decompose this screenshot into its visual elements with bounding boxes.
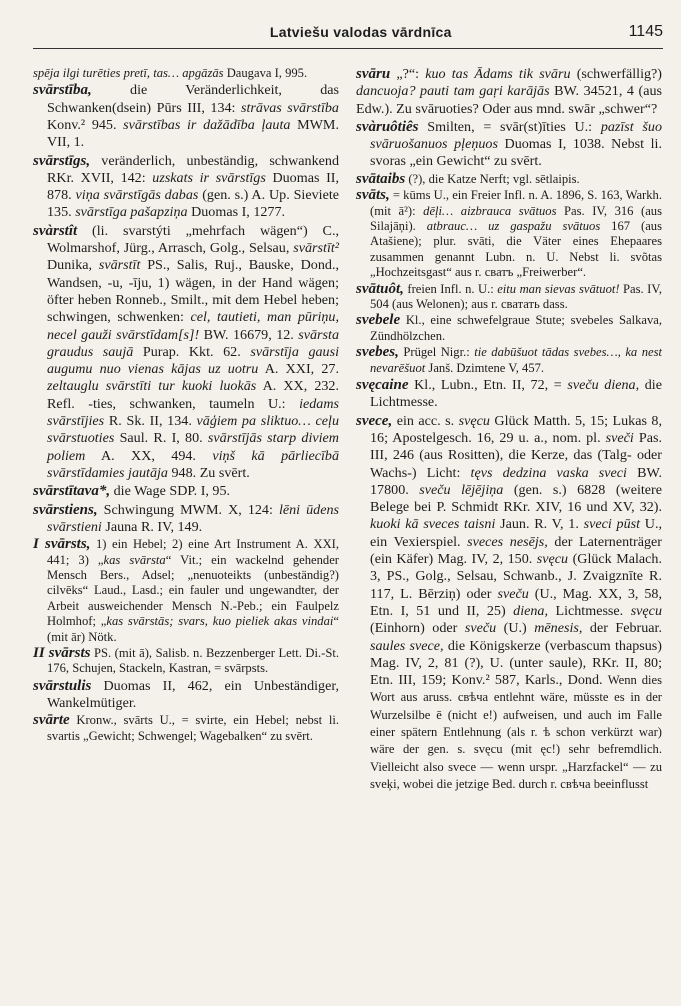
- entry-text: Purap. Kkt. 62.: [133, 343, 251, 360]
- dictionary-entry: [33, 66, 339, 81]
- entry-text: 948. Zu svērt.: [167, 464, 250, 481]
- example-text: kuo tas Ādams tik svāru: [425, 66, 571, 82]
- example-text: sveces nesējs,: [467, 533, 548, 550]
- dictionary-entry: [356, 282, 662, 313]
- entry-text: 1) ein Hebel; 2) eine Art Instrument A. XXI, 441; 3) „: [47, 537, 340, 567]
- example-text: lēni ūdens svārstieni: [47, 501, 339, 535]
- example-text: svārstīt: [98, 257, 141, 274]
- example-text: pazīst šuo svāruošanuos pļeņuos: [370, 118, 663, 153]
- entry-text: der Laternenträger (ein Käfer) Mag. IV, 2, 150.: [370, 533, 662, 568]
- example-text: sveču lējējiņa: [419, 481, 504, 498]
- entry-text: Dunika,: [47, 257, 99, 274]
- example-text: kuoki kā sveces taisni: [370, 516, 496, 533]
- entry-text: ein acc. s.: [392, 412, 459, 429]
- entry-text: U., ein Vexierspiel.: [370, 516, 663, 550]
- dictionary-entry: [33, 82, 339, 151]
- headword: svàruôtiês: [356, 118, 419, 135]
- example-text: sveču: [464, 620, 497, 637]
- entry-text: Prügel Nigr.:: [398, 345, 475, 360]
- example-text: tęvs dedzina vaska sveci: [470, 464, 627, 481]
- entry-text: Jaun. R. V, 1.: [495, 516, 584, 533]
- example-text: vāģiem pa sliktuo… ceļu svārstuoties: [47, 413, 339, 447]
- example-text: sveci pūst: [583, 516, 641, 533]
- example-text: zeltauglu svārstīti tur kuoki luokās: [47, 378, 257, 395]
- example-text: svārstīja gausi augumu nuo vienas kājas uz uotru: [47, 343, 339, 378]
- example-text: spēja ilgi turēties pretī, tas… apgāzās: [33, 66, 224, 80]
- entry-text: Duomas I, 1038. Nebst li. svoras „ein Gewicht“ zu svērt.: [370, 136, 662, 170]
- entry-text: PS., Salis, Ruj., Bauske, Dond., Wandsen, -u, -īju, 1) wägen, in der Hand wägen; öfter heben Ronneb., Smilt., mit dem Hebel heben; schwingen, schwenken:: [47, 257, 339, 326]
- entry-text: Smilten, = svār(st)īties U.:: [418, 118, 601, 135]
- entry-text: (gen. s.) 6828 (weitere Belege bei P. Schmidt RKr. XIV, 16 und XV, 32).: [370, 481, 662, 516]
- example-text: svęcu: [536, 551, 569, 568]
- entry-text: Pas. IV, 316 (aus Silajāņi).: [370, 203, 662, 233]
- example-text: dēļi… aizbrauca svātuos: [423, 203, 557, 218]
- dictionary-entry: [33, 537, 339, 645]
- dictionary-entry: [356, 413, 662, 794]
- entry-text: MWM. VII, 1.: [47, 117, 339, 151]
- entry-text: (li. svarstýti „mehrfach wägen“) C., Wolmarshof, Jürg., Arrasch, Golg., Selsau,: [47, 222, 339, 257]
- example-text: viņš kā pārliecībā svārstīdamies jautāja: [47, 447, 340, 481]
- example-text: kas svārsta: [103, 552, 166, 567]
- example-text: svārstījās starp diviem poliem: [47, 430, 339, 464]
- dictionary-entry: [33, 502, 339, 537]
- example-text: kas svārstās; svars, kuo pieliek akas vindai: [106, 614, 334, 629]
- dictionary-entry: [33, 646, 339, 677]
- entry-text: Kl., eine schwefelgraue Stute; svebeles Salkava, Zündhölzchen.: [370, 313, 662, 343]
- headword: II svārsts: [33, 644, 91, 661]
- headword: svārstiens,: [33, 501, 98, 518]
- example-text: saules svece,: [370, 637, 444, 654]
- headword: svārstīgs,: [33, 152, 91, 169]
- entry-text: Jauna R. IV, 149.: [101, 518, 203, 535]
- page-number: 1145: [628, 23, 663, 40]
- entry-text: Konv.² 945.: [47, 117, 124, 133]
- left-column: [33, 66, 339, 745]
- example-text: sveči: [605, 429, 634, 446]
- entry-text: Duomas I, 1277.: [187, 204, 286, 221]
- entry-text: freien Infl. n. U.:: [403, 281, 498, 296]
- dictionary-entry: [33, 223, 339, 482]
- entry-text: Wenn dies Wort aus aruss. свѣча entlehnt wäre, müsste es in der Wurzelsilbe ē (nicht e!) aufweisen, und auch im Falle einer spätern Entlehnung (als r. ѣ schon verkürzt war) wäre der gen. s. svęcu (mit ęc!) sehr befremdlich. Vielleicht also svece — wenn urspr. „Harzfackel“ — zu sveķi, wobei die jetzige Bed. durch r. свѣча beeinflusst: [370, 673, 662, 791]
- dictionary-entry: [356, 377, 662, 412]
- headword: svātuôt,: [356, 280, 404, 297]
- right-column: [356, 66, 662, 794]
- entry-text: Duomas II, 462, ein Unbeständiger, Wankelmütiger.: [47, 677, 339, 712]
- entry-text: Kronw., svārts U., = svirte, ein Hebel; nebst li. svartis „Gewicht; Schwengel; Wagebalken“ zu svērt.: [47, 713, 339, 743]
- headword: svāru: [356, 66, 391, 82]
- example-text: svārstīt²: [293, 240, 339, 257]
- headword: svārstība,: [33, 82, 92, 99]
- entry-text: veränderlich, unbeständig, schwankend RKr. XVII, 142:: [47, 152, 339, 186]
- entry-text: (U.): [496, 620, 535, 637]
- entry-text: (?), die Katze Nerft; vgl. sētlaipis.: [405, 171, 580, 186]
- dictionary-entry: [33, 153, 339, 222]
- example-text: svārstības ir dažādība ļauta: [123, 117, 291, 133]
- example-text: dancuoja? pauti tam gaŗi karājās: [356, 83, 550, 100]
- example-text: mēnesis,: [534, 620, 583, 637]
- entry-text: 167 (aus Atašiene); plur. svāti, die Väter eines Ehepaares zusammen genannt Lubn. n. U. Nebst li. svõtas „Hochzeitsgast“ aus r. сватъ „Freiwerber“.: [370, 219, 662, 280]
- dictionary-entry: [356, 313, 662, 344]
- headword: svāts,: [356, 187, 390, 204]
- entry-text: Lichtmesse.: [548, 602, 631, 619]
- entry-text: „?“:: [390, 66, 426, 82]
- headword: svārstītava*,: [33, 483, 111, 500]
- running-title: Latviešu valodas vārdnīca: [269, 24, 452, 40]
- headword: svàrstît: [33, 222, 78, 239]
- entry-text: A. XX, 494.: [85, 447, 213, 464]
- entry-text: (Glück Malach. 3, PS., Golg., Selsau, Schwanb., J. Zvaigznīte R. 117, L. Bērziņ) oder: [370, 551, 662, 602]
- entry-text: BW. 17800.: [370, 464, 662, 498]
- example-text: svārstīga pašapziņa: [75, 204, 188, 221]
- entry-text: PS. (mit ā), Salisb. n. Bezzenberger Lett. Di.-St. 176, Schujen, Stackeln, Kastran, = svārpsts.: [47, 645, 339, 676]
- entry-text: die Veränderlichkeit, das Schwanken(dsein) Pūrs III, 134:: [47, 82, 339, 116]
- dictionary-entry: [33, 483, 339, 500]
- example-text: eitu man sievas svātuot!: [497, 281, 620, 296]
- headword: svārstulis: [33, 677, 92, 694]
- entry-text: die Lichtmesse.: [370, 377, 662, 411]
- example-text: iedams svārstījies: [47, 395, 339, 430]
- example-text: viņa svārstīgās dabas: [75, 187, 199, 204]
- entry-text: Daugava I, 995.: [223, 66, 308, 80]
- entry-text: Glück Matth. 5, 15; Lukas 8, 16; Apostelgesch. 16, 29 u. a., nom. pl.: [370, 412, 662, 446]
- example-text: cel, tautieti, man pūriņu, necel gauži svārstīdam[s]!: [47, 309, 339, 343]
- entry-text: Kl., Lubn., Etn. II, 72, =: [408, 377, 568, 394]
- headword: I svārsts,: [33, 536, 91, 553]
- entry-text: Duomas II, 878.: [47, 169, 339, 204]
- entry-text: (U., Mag. XX, 3, 58, Etn. I, 51 und II, 25): [370, 585, 663, 619]
- headword: svārte: [33, 712, 70, 729]
- entry-text: = kūms U., ein Freier Infl. n. A. 1896, S. 163, Warkh. (mit ā²):: [370, 188, 662, 218]
- dictionary-entry: [356, 66, 662, 118]
- entry-text: R. Sk. II, 134.: [104, 413, 197, 430]
- entry-text: BW. 34521, 4 (aus Edw.). Zu svāruoties? Oder aus mnd. swār „schwer“?: [356, 83, 663, 117]
- entry-text: A. XXI, 27.: [258, 361, 340, 378]
- example-text: sveču: [497, 585, 529, 602]
- example-text: uzskats ir svārstīgs: [152, 169, 266, 186]
- entry-text: Schwingung MWM. X, 124:: [97, 501, 279, 518]
- example-text: tie dabūšuot tādas svebes…, ka nest nevarēšuot: [370, 345, 662, 375]
- dictionary-entry: [356, 188, 662, 280]
- example-text: atbrauc… uz gaspažu svātuos: [426, 219, 601, 233]
- entry-text: Saul. R. I, 80.: [114, 430, 208, 447]
- example-text: sveču diena,: [567, 377, 640, 394]
- dictionary-entry: [33, 678, 339, 713]
- dictionary-entry: [356, 345, 662, 376]
- headword: svebele: [356, 312, 401, 329]
- entry-text: BW. 16679, 12.: [199, 326, 299, 343]
- example-text: svārsta graudus saujā: [47, 326, 339, 360]
- entry-text: “ Vit.; ein wackelnd gehender Mensch Bers., Adsel; „nenuoteikts (unbeständig?) cilvēks“ Laud., Lasd.; ein fauler und ungewandter, der Arbeit ausweichender Mensch N.-Peb.; ein Faulpelz Holmhof; „: [47, 552, 339, 629]
- dictionary-entry: [33, 713, 339, 744]
- entry-text: (Einhorn) oder: [370, 620, 465, 637]
- example-text: diena,: [513, 602, 548, 619]
- entry-text: Pas. III, 246 (aus Rositten), die Kerze, das (Talg- oder Wachs-) Licht:: [370, 429, 662, 481]
- entry-text: “ (mit ār) Nötk.: [47, 614, 339, 644]
- dictionary-entry: [356, 119, 662, 171]
- entry-text: Janš. Dzimtene V, 457.: [425, 360, 545, 375]
- entry-text: Pas. IV, 504 (aus Welonen); aus r. сватать dass.: [370, 281, 662, 312]
- dictionary-entry: [356, 172, 662, 187]
- entry-text: der Februar.: [582, 620, 662, 637]
- example-text: svęcu: [630, 602, 662, 619]
- example-text: svęcu: [458, 412, 490, 429]
- page-header: [33, 16, 663, 49]
- entry-text: (schwerfällig?): [570, 66, 662, 82]
- headword: svece,: [356, 412, 393, 429]
- example-text: strāvas svārstība: [241, 99, 339, 116]
- headword: svebes,: [356, 344, 399, 361]
- entry-text: (gen. s.) A. Up. Sieviete 135.: [47, 187, 339, 221]
- headword: svęcaine: [356, 377, 409, 394]
- entry-text: die Königskerze (verbascum thapsus) Mag. IV, 2, 81 (?), U. (unter saule), RKr. II, 80; Etn. III, 159; Konv.² 587, Karls., Dond.: [370, 637, 662, 689]
- entry-text: A. XX, 232. Refl. -ties, schwanken, taumeln U.:: [47, 378, 340, 412]
- headword: svātaibs: [356, 170, 406, 187]
- entry-text: die Wage SDP. I, 95.: [110, 483, 231, 500]
